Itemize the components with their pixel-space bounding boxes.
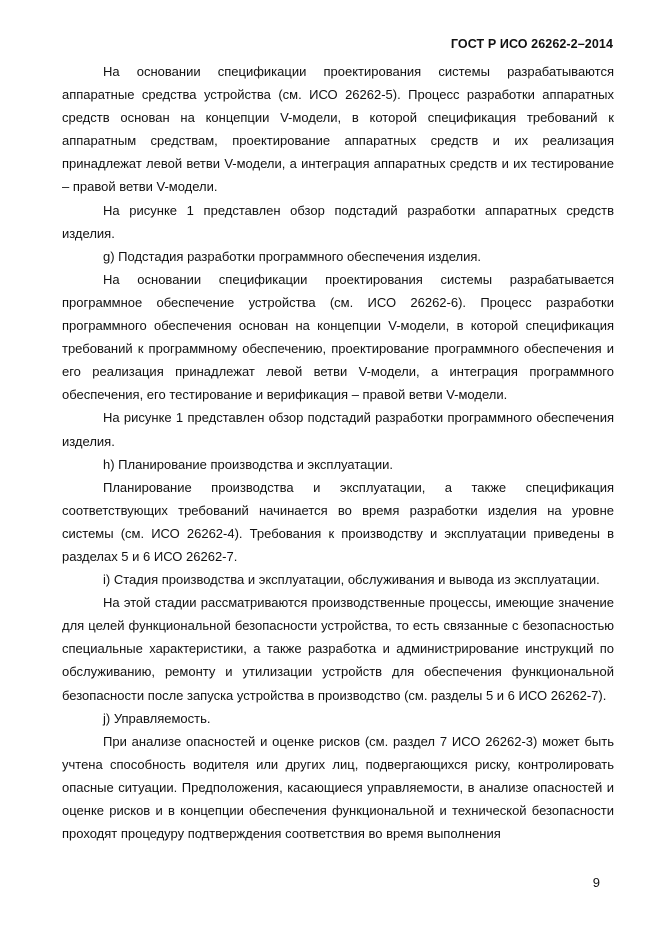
list-item-h-production-planning: h) Планирование производства и эксплуатации.	[103, 456, 393, 472]
paragraph-controllability: При анализе опасностей и оценке рисков (см. раздел 7 ИСО 26262-3) может быть учтена способность водителя или других лиц, подвергающихся риску, контролировать опасные ситуации. Предположения, касающиеся управляемости, в анализе опасностей и оценке рисков и в концепции обеспечения функциональной и технической безопасности проходят процедуру подтверждения соответствия во время выполнения	[62, 733, 614, 842]
paragraph-production-stage: На этой стадии рассматриваются производственные процессы, имеющие значение для целей функциональной безопасности устройства, то есть связанные с безопасностью специальные характеристики, а также разработка и администрирование инструкций по обслуживанию, ремонту и утилизации устройств для обеспечения функциональной безопасности после запуска устройства в производство (см. разделы 5 и 6 ИСО 26262-7).	[62, 595, 614, 703]
list-item-g-software-substage: g) Подстадия разработки программного обеспечения изделия.	[103, 248, 482, 264]
list-item-i-production-stage: i) Стадия производства и эксплуатации, обслуживания и вывода из эксплуатации.	[103, 572, 600, 588]
document-body	[62, 60, 614, 845]
page-number: 9	[592, 875, 600, 890]
list-item-j-controllability: j) Управляемость.	[103, 710, 211, 726]
paragraph-figure-reference-hardware: На рисунке 1 представлен обзор подстадий разработки аппаратных средств изделия.	[62, 202, 614, 241]
paragraph-hardware-development: На основании спецификации проектирования системы разрабатываются аппаратные средства устройства (см. ИСО 26262-5). Процесс разработки аппаратных средств основан на концепции V-модели, в которой спецификация требований к аппаратным средствам, проектирование аппаратных средств и их реализация принадлежат левой ветви V-модели, а интеграция аппаратных средств и их тестирование – правой ветви V-модели.	[62, 64, 614, 195]
paragraph-production-planning: Планирование производства и эксплуатации, а также спецификация соответствующих требований начинается во время разработки изделия на уровне системы (см. ИСО 26262-4). Требования к производству и эксплуатации приведены в разделах 5 и 6 ИСО 26262-7.	[62, 479, 614, 564]
document-header: ГОСТ Р ИСО 26262-2–2014	[450, 37, 613, 51]
paragraph-figure-reference-software: На рисунке 1 представлен обзор подстадий разработки программного обеспечения изделия.	[62, 410, 614, 449]
paragraph-software-development: На основании спецификации проектирования системы разрабатывается программное обеспечение устройства (см. ИСО 26262-6). Процесс разработки программного обеспечения основан на концепции V-модели, в которой спецификация требований к программному обеспечению, проектирование программного обеспечения и его реализация принадлежат левой ветви V-модели, а интеграция программного обеспечения, его тестирование и верификация – правой ветви V-модели.	[62, 271, 614, 403]
